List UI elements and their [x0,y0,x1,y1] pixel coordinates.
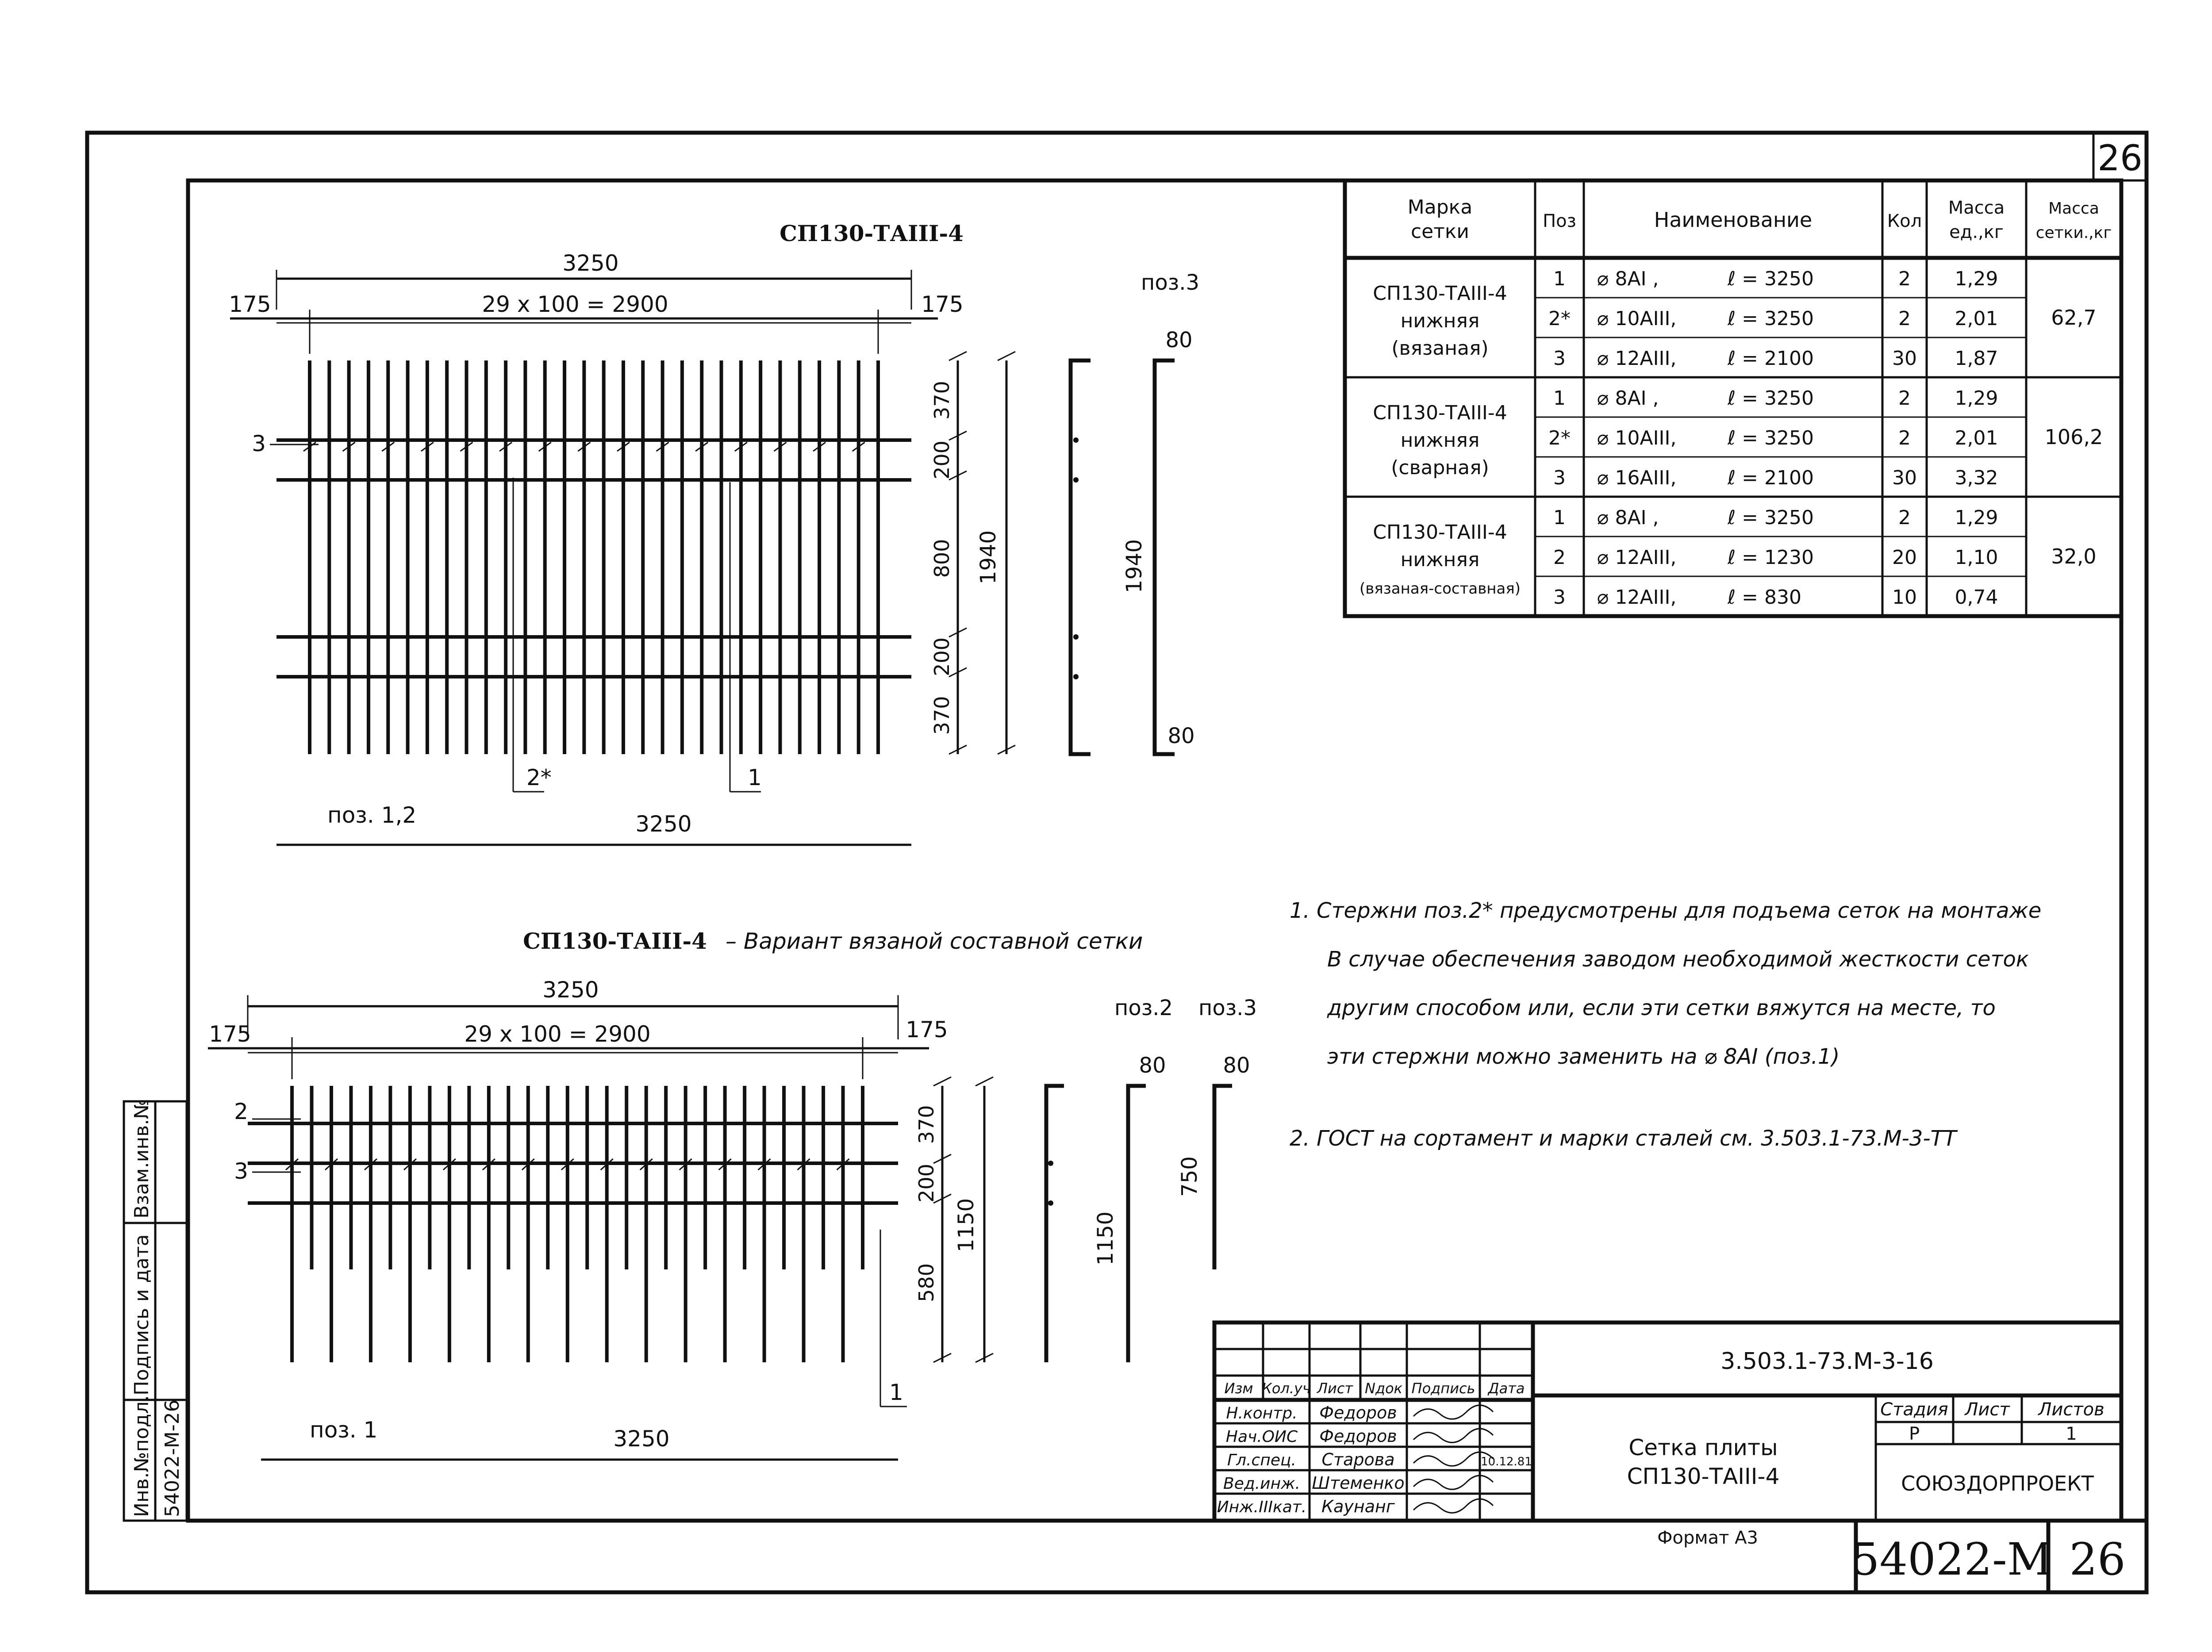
drawing1-mark-3: 3 [252,431,266,456]
drawing2-side-pos3: поз.3 [1198,996,1257,1020]
drawing2-side2-top: 80 [1139,1053,1166,1078]
table-cell-mark: (вязаная-составная) [1359,580,1521,598]
tb-signer-name: Федоров [1319,1426,1397,1446]
table-cell-mark: нижняя [1400,310,1480,332]
dim-tick [998,352,1015,360]
table-cell-mass: 1,29 [1955,506,1998,529]
table-cell-mass: 1,10 [1955,546,1998,569]
tb-col-header: Подпись [1411,1380,1475,1397]
vdim-label: 580 [914,1263,938,1302]
vdim-label: 200 [914,1164,938,1203]
table-cell-pos: 2 [1553,546,1566,569]
drawing2-side3-len: 750 [1177,1156,1202,1197]
dim-tick [949,352,967,360]
table-cell-qty: 2 [1898,307,1911,330]
side-inv-value: 54022-М-26 [161,1399,184,1517]
table-cell-qty: 20 [1892,546,1917,569]
table-cell-steel: ⌀ 12АIII, [1597,586,1677,609]
table-cell-length: ℓ = 3250 [1728,387,1814,410]
corner-sheet-number: 26 [2097,138,2143,179]
side-sign-label: Подпись и дата [131,1234,153,1395]
drawing2-side-pos2: поз.2 [1114,996,1173,1020]
tb-title-line1: Сетка плиты [1628,1435,1778,1460]
table-header: Масса [1948,198,2005,218]
tb-stage-value: Р [1909,1424,1920,1444]
table-cell-mark: (сварная) [1391,456,1489,479]
drawing1-mesh [276,360,911,754]
tb-signature [1413,1476,1493,1489]
tb-signer-role: Инж.IIIкат. [1217,1498,1307,1516]
drawing2-mesh [248,1086,898,1362]
table-cell-length: ℓ = 2100 [1728,467,1814,489]
drawing2-bottom-dim: 3250 [613,1426,670,1452]
vdim-label: 370 [930,696,954,735]
doc-code-block [1657,1521,2147,1592]
drawing2-mark-3: 3 [234,1158,248,1184]
tb-col-header: Изм [1224,1380,1253,1397]
table-cell-qty: 30 [1892,347,1917,370]
drawing2-side2-len: 1150 [1093,1211,1118,1266]
dim-tick [975,1077,993,1086]
table-cell-qty: 2 [1898,427,1911,449]
table-cell-mark: СП130-ТАIII-4 [1373,282,1507,305]
drawing1-title: СП130-ТАIII-4 [780,220,964,246]
drawing1-mark-1: 1 [748,765,762,790]
table-cell-mass: 1,29 [1955,268,1998,290]
drawing-2 [208,928,1257,1460]
tb-stage-label: Стадия [1880,1399,1948,1420]
tb-col-header: Кол.уч [1262,1380,1311,1397]
table-cell-mark: СП130-ТАIII-4 [1373,521,1507,544]
note-1: 1. Стержни поз.2* предусмотрены для подъема сеток на монтаже [1290,898,2042,923]
table-cell-mass: 1,29 [1955,387,1998,410]
tb-signer-name: Штеменко [1312,1473,1405,1493]
table-cell-length: ℓ = 3250 [1728,506,1814,529]
table-cell-qty: 2 [1898,506,1911,529]
table-header: Наименование [1654,208,1813,232]
table-cell-pos: 1 [1553,268,1566,290]
table-cell-steel: ⌀ 12АIII, [1597,347,1677,370]
table-cell-pos: 2* [1548,307,1571,330]
table-cell-pos: 3 [1553,347,1566,370]
table-cell-pos: 3 [1553,467,1566,489]
drawing1-pos-label: поз. 1,2 [327,802,417,828]
drawing2-dim-mid: 29 x 100 = 2900 [464,1021,651,1047]
tb-col-header: Nдок [1365,1380,1402,1397]
drawing1-dim-left: 175 [229,291,271,317]
tb-title-line2: СП130-ТАIII-4 [1627,1464,1780,1489]
drawing2-title: СП130-ТАIII-4 [523,928,707,954]
table-cell-steel: ⌀ 8АI , [1597,268,1659,290]
drawing1-dim-right: 175 [921,291,964,317]
note-1b: В случае обеспечения заводом необходимой жесткости сеток [1327,947,2029,972]
tb-signer-role: Гл.спец. [1227,1451,1296,1469]
note-1d: эти стержни можно заменить на ⌀ 8АI (поз.1) [1327,1044,1840,1069]
table-header: Масса [2048,199,2099,218]
drawing1-dim-total: 3250 [562,250,619,276]
spec-table [1345,180,2121,616]
drawing1-vertical-dims [930,352,1015,754]
drawing2-mark-2: 2 [234,1099,248,1124]
table-cell-pos: 3 [1553,586,1566,609]
vdim-label: 200 [930,637,954,676]
table-cell-qty: 2 [1898,387,1911,410]
table-cell-qty: 10 [1892,586,1917,609]
drawing2-dim-left: 175 [209,1021,251,1047]
tb-signature-grid [1214,1322,1533,1521]
table-cell-qty: 30 [1892,467,1917,489]
table-header: сетки.,кг [2035,224,2112,242]
side-vzam-label: Взам.инв.№ [131,1099,153,1219]
table-cell-length: ℓ = 3250 [1728,427,1814,449]
table-cell-mark: нижняя [1400,548,1480,571]
table-cell-pos: 2* [1548,427,1571,449]
table-header: Кол [1887,211,1922,231]
tb-signer-role: Н.контр. [1226,1404,1298,1422]
drawing2-vertical-dims [914,1077,993,1362]
tb-signature [1413,1405,1493,1419]
tb-signature [1413,1429,1493,1442]
drawing2-side3-top: 80 [1223,1053,1250,1078]
table-cell-total: 32,0 [2051,544,2097,568]
tb-signer-role: Нач.ОИС [1225,1428,1298,1446]
doc-code: 54022-М [1851,1533,2053,1585]
table-cell-mark: СП130-ТАIII-4 [1373,402,1507,424]
tb-signer-name: Старова [1321,1450,1395,1469]
drawing2-dim-right: 175 [906,1017,948,1043]
table-cell-steel: ⌀ 8АI , [1597,506,1659,529]
drawing1-mark-2star: 2* [526,765,552,790]
table-cell-mass: 2,01 [1955,307,1998,330]
vdim-total: 1940 [976,530,1001,585]
drawing2-mark-1: 1 [889,1380,903,1405]
table-cell-steel: ⌀ 10АIII, [1597,307,1677,330]
table-cell-total: 106,2 [2044,425,2103,449]
drawing-1 [229,220,1199,845]
tb-sheets-label: Листов [2038,1399,2104,1420]
drawing2-dim-total: 3250 [542,977,599,1003]
title-block [1214,1322,2121,1521]
tb-doc-number: 3.503.1-73.М-3-16 [1720,1348,1934,1375]
drawing1-side-top: 80 [1165,328,1193,353]
table-cell-mark: (вязаная) [1391,337,1489,360]
vdim-label: 800 [930,539,954,578]
vdim-label: 370 [930,381,954,420]
format-label: Формат А3 [1657,1528,1758,1548]
tb-signer-name: Федоров [1319,1403,1397,1422]
table-cell-pos: 1 [1553,387,1566,410]
tb-signature [1413,1499,1493,1513]
drawing1-side-bottom: 80 [1167,724,1195,748]
drawing1-dim-mid: 29 x 100 = 2900 [482,291,668,317]
table-cell-steel: ⌀ 12АIII, [1597,546,1677,569]
table-cell-length: ℓ = 3250 [1728,268,1814,290]
table-cell-total: 62,7 [2051,306,2097,330]
table-cell-mass: 0,74 [1955,586,1998,609]
dim-tick [933,1077,951,1086]
tb-org: СОЮЗДОРПРОЕКТ [1901,1472,2094,1495]
table-cell-qty: 2 [1898,268,1911,290]
table-header: сетки [1410,220,1470,243]
table-header: Поз [1543,211,1576,231]
table-cell-steel: ⌀ 8АI , [1597,387,1659,410]
vdim-total: 1150 [954,1198,979,1253]
table-cell-pos: 1 [1553,506,1566,529]
table-cell-length: ℓ = 830 [1728,586,1801,609]
tb-signer-role: Вед.инж. [1223,1475,1300,1493]
vdim-label: 200 [930,441,954,479]
tb-col-header: Лист [1317,1380,1353,1397]
tb-col-header: Дата [1488,1380,1525,1397]
vdim-label: 370 [914,1105,938,1144]
note-2: 2. ГОСТ на сортамент и марки сталей см. 3.503.1-73.М-3-ТТ [1290,1126,1957,1151]
notes [1290,898,2041,1151]
side-stamp [124,1099,187,1521]
drawing1-side-pos: поз.3 [1141,270,1200,295]
table-cell-length: ℓ = 3250 [1728,307,1814,330]
table-cell-mass: 3,32 [1955,467,1998,489]
side-inv-label: Инв.№подл. [131,1395,153,1517]
tb-signer-name: Каунанг [1321,1497,1395,1516]
table-cell-length: ℓ = 2100 [1728,347,1814,370]
table-cell-mark: нижняя [1400,429,1480,452]
table-cell-steel: ⌀ 16АIII, [1597,467,1677,489]
doc-sheet: 26 [2069,1533,2126,1585]
table-cell-mass: 1,87 [1955,347,1998,370]
table-cell-steel: ⌀ 10АIII, [1597,427,1677,449]
note-1c: другим способом или, если эти сетки вяжутся на месте, то [1327,996,1996,1020]
table-header: Марка [1407,196,1473,218]
drawing1-side-len: 1940 [1122,539,1147,594]
table-cell-length: ℓ = 1230 [1728,546,1814,569]
table-header: ед.,кг [1949,222,2004,242]
drawing2-pos-label: поз. 1 [310,1417,378,1443]
tb-sheet-label: Лист [1965,1399,2010,1420]
tb-signer-date: 10.12.81 [1481,1455,1532,1468]
table-cell-mass: 2,01 [1955,427,1998,449]
drawing2-subtitle: – Вариант вязаной составной сетки [726,928,1143,954]
drawing1-bottom-dim: 3250 [635,811,692,837]
tb-sheets-value: 1 [2066,1424,2077,1444]
